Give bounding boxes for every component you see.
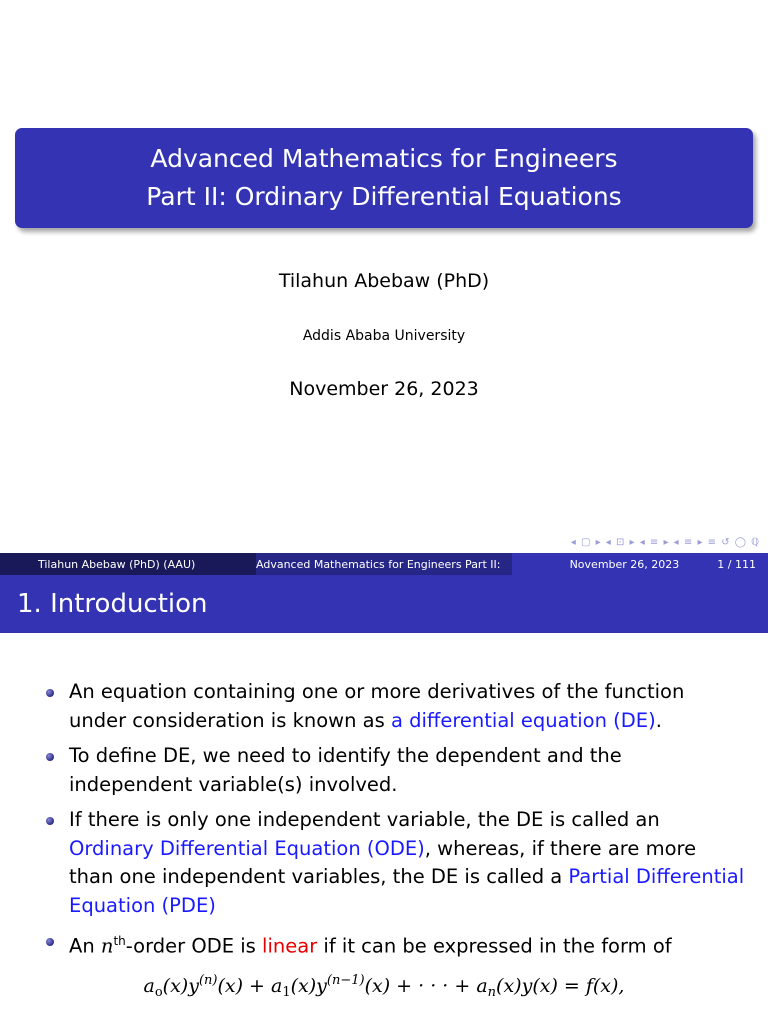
eq-sub: n — [487, 985, 497, 1000]
footline-date-page — [512, 553, 768, 575]
term-ode: Ordinary Differential Equation (ODE) — [69, 836, 425, 860]
n-symbol: n — [100, 934, 114, 958]
eq-sup: (n−1) — [326, 973, 365, 988]
item-text: An equation containing one or more derivatives of the function under consideration is known as — [69, 680, 685, 732]
item-text: -order ODE is — [125, 934, 263, 958]
list-item — [69, 806, 746, 920]
eq-sup: (n) — [198, 973, 218, 988]
item-text: An — [69, 934, 101, 958]
footline-date: November 26, 2023 — [569, 557, 680, 571]
list-item — [69, 678, 746, 735]
list-item — [69, 742, 746, 799]
th-superscript: th — [113, 934, 126, 948]
author: Tilahun Abebaw (PhD) — [278, 270, 490, 292]
footline-page: 1 / 111 — [717, 557, 756, 571]
item-text: To define DE, we need to identify the dependent and the independent variable(s) involved. — [69, 744, 622, 796]
title-line-2: Part II: Ordinary Differential Equations — [146, 182, 622, 211]
footline — [0, 553, 768, 575]
item-text: , whereas, if there are more than one independent variables, the DE is called a — [69, 836, 697, 888]
term-pde: Partial Differential Equation (PDE) — [69, 865, 745, 917]
footline-title: Advanced Mathematics for Engineers Part II: — [256, 553, 512, 575]
eq-part: (x) + · · · + a — [364, 975, 488, 997]
title-line-1: Advanced Mathematics for Engineers — [150, 144, 618, 173]
term-linear: linear — [262, 934, 318, 958]
title-box — [15, 128, 753, 228]
eq-part: (x)y — [162, 975, 199, 997]
footline-author: Tilahun Abebaw (PhD) (AAU) — [0, 553, 256, 575]
eq-sub: o — [154, 985, 163, 1000]
date: November 26, 2023 — [289, 378, 479, 400]
navigation-symbols[interactable]: ◂ ▢ ▸ ◂ ⊡ ▸ ◂ ≡ ▸ ◂ ≡ ▸ ≡ ↺ ◯ ℚ — [570, 537, 760, 548]
term-de: a differential equation (DE) — [390, 708, 656, 732]
item-text: if it can be expressed in the form of — [317, 934, 672, 958]
eq-part: (x)y(x) = f(x), — [496, 975, 625, 997]
list-item — [69, 927, 746, 961]
linear-ode-equation — [0, 973, 768, 1000]
institute: Addis Ababa University — [302, 328, 466, 344]
bullet-list — [0, 678, 768, 968]
frame-title: 1. Introduction — [0, 575, 768, 633]
item-text: If there is only one independent variable, the DE is called an — [69, 808, 660, 831]
eq-part: a — [143, 975, 155, 997]
item-text: . — [655, 708, 662, 732]
eq-sub: 1 — [282, 985, 291, 1000]
eq-part: (x)y — [290, 975, 327, 997]
eq-part: (x) + a — [217, 975, 283, 997]
